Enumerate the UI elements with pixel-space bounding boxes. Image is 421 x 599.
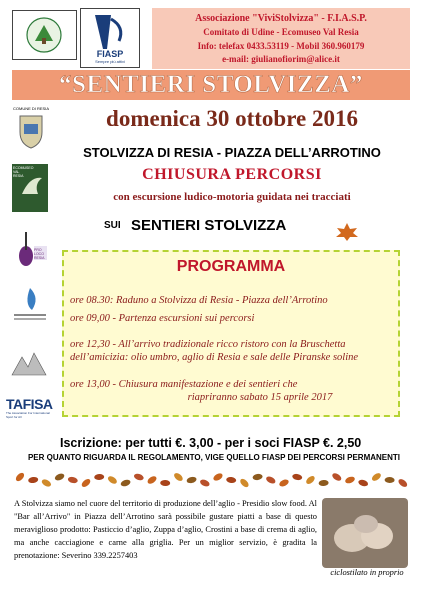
leaf-icon: [397, 478, 409, 489]
leaf-icon: [292, 473, 303, 481]
leaf-icon: [54, 472, 66, 482]
vivistolvizza-logo: [12, 10, 77, 60]
leaf-icon: [239, 477, 250, 488]
event-closure: CHIUSURA PERCORSI: [142, 166, 322, 183]
programma-item: riapriranno sabato 15 aprile 2017: [187, 392, 333, 403]
leaf-icon: [14, 471, 25, 482]
leaf-icon: [160, 480, 170, 486]
header-line-1: Associazione "ViviStolvizza" - F.I.A.S.P.: [195, 13, 367, 24]
programma-box: [62, 250, 400, 417]
flame-icon: [10, 284, 50, 324]
leaf-icon: [120, 479, 131, 488]
programma-item: ore 12,30 - All’arrivo tradizionale ricco ristoro con la Bruschetta dell’amicizia: olio umbro, aglio di Resia e sale delle Piranske soline: [70, 339, 359, 363]
ecomuseo-logo-label: ECOMUSEO VAL RESIA: [13, 166, 34, 178]
leaf-icon: [305, 474, 316, 485]
coat-of-arms-icon: [14, 110, 48, 150]
garlic-photo: [322, 498, 408, 568]
regional-logo: [10, 284, 50, 324]
iscrizione-text: Iscrizione: per tutti €. 3,00 - per i soci FIASP €. 2,50: [60, 436, 362, 450]
leaf-icon: [94, 474, 104, 481]
leaf-icon: [173, 472, 185, 483]
programma-title: PROGRAMMA: [176, 258, 286, 275]
page-title: “SENTIERI STOLVIZZA”: [59, 71, 363, 98]
leaf-icon: [331, 472, 343, 482]
event-date: domenica 30 ottobre 2016: [106, 106, 358, 131]
title-band: [12, 70, 410, 100]
leaf-icon: [265, 475, 277, 485]
tafisa-logo: [6, 396, 52, 426]
header-line-2: Comitato di Udine - Ecomuseo Val Resia: [203, 27, 359, 37]
autumn-leaf-icon: [335, 222, 359, 247]
leaf-icon: [186, 476, 197, 484]
leaf-icon: [67, 476, 78, 484]
header-line-3: Info: telefax 0433.53119 - Mobil 360.960179: [197, 41, 365, 51]
bottom-info-text: A Stolvizza siamo nel cuore del territorio di produzione dell’aglio - Presidio slow food. Al "Bar all’Arrivo" in Piazza dell’Arrotino sarà possibile gustare piatti a base di questo meraviglioso prodotto: Pasticcio d’aglio, Zuppa d’aglio, Crostini a base di crema di aglio, ma anche cacciagione e carne alla griglia. Per un miglior servizio, è gradita la prenotazione: Severino 339.2257403: [14, 499, 317, 560]
leaf-icon: [41, 478, 53, 488]
leaf-icon: [344, 475, 355, 484]
leaf-icon: [385, 477, 395, 483]
header-line-4: e-mail: giulianofiorim@alice.it: [222, 54, 340, 64]
garlic-image: [322, 498, 408, 568]
fiasp-logo-sub: Sempre più attivi: [95, 59, 125, 64]
leaf-icon: [146, 475, 158, 486]
fiasp-logo-text: FIASP: [96, 49, 124, 59]
autumn-leaves-border: [12, 468, 410, 492]
leaf-icon: [371, 472, 383, 483]
comune-logo: [12, 106, 49, 158]
vivistolvizza-logo-icon: [13, 11, 76, 59]
leaf-icon: [28, 476, 39, 483]
leaf-icon: [358, 479, 369, 488]
leaf-icon: [226, 476, 237, 483]
sui-title: SENTIERI STOLVIZZA: [131, 217, 287, 234]
fiasp-logo: [80, 8, 140, 68]
leaf-icon: [212, 472, 224, 482]
programma-item: ore 09,00 - Partenza escursioni sui percorsi: [70, 313, 255, 324]
programma-item: ore 13,00 - Chiusura manifestazione e dei sentieri che: [70, 379, 298, 390]
sui-label: SUI: [104, 220, 121, 231]
event-description: con escursione ludico-motoria guidata nei tracciati: [113, 191, 351, 203]
comune-logo-label: COMUNE DI RESIA: [12, 106, 49, 111]
leaf-icon: [80, 477, 92, 488]
tafisa-logo-sub: The Association For International Sport for All: [6, 411, 50, 419]
leaf-icon: [199, 478, 211, 487]
mountain-icon: [10, 345, 48, 381]
leaf-icon: [133, 473, 144, 482]
event-place: STOLVIZZA DI RESIA - PIAZZA DELL’ARROTINO: [83, 145, 381, 160]
regolamento-text: PER QUANTO RIGUARDA IL REGOLAMENTO, VIGE QUELLO FIASP DEI PERCORSI PERMANENTI: [27, 453, 401, 462]
leaf-icon: [278, 478, 290, 488]
proloco-logo-label: PRO LOCO RESIA: [34, 248, 45, 260]
leaf-icon: [107, 475, 119, 486]
leaf-icon: [318, 480, 328, 487]
tafisa-logo-text: TAFISA: [6, 396, 53, 412]
credit-text: ciclostilato in proprio: [330, 568, 404, 577]
leaf-icon: [252, 473, 263, 480]
ecomuseo-logo: [12, 164, 48, 212]
parco-logo: [10, 345, 48, 381]
header-band: [152, 8, 410, 69]
programma-item: ore 08.30: Raduno a Stolvizza di Resia - Piazza dell’Arrotino: [70, 295, 328, 306]
proloco-logo: [10, 228, 48, 272]
